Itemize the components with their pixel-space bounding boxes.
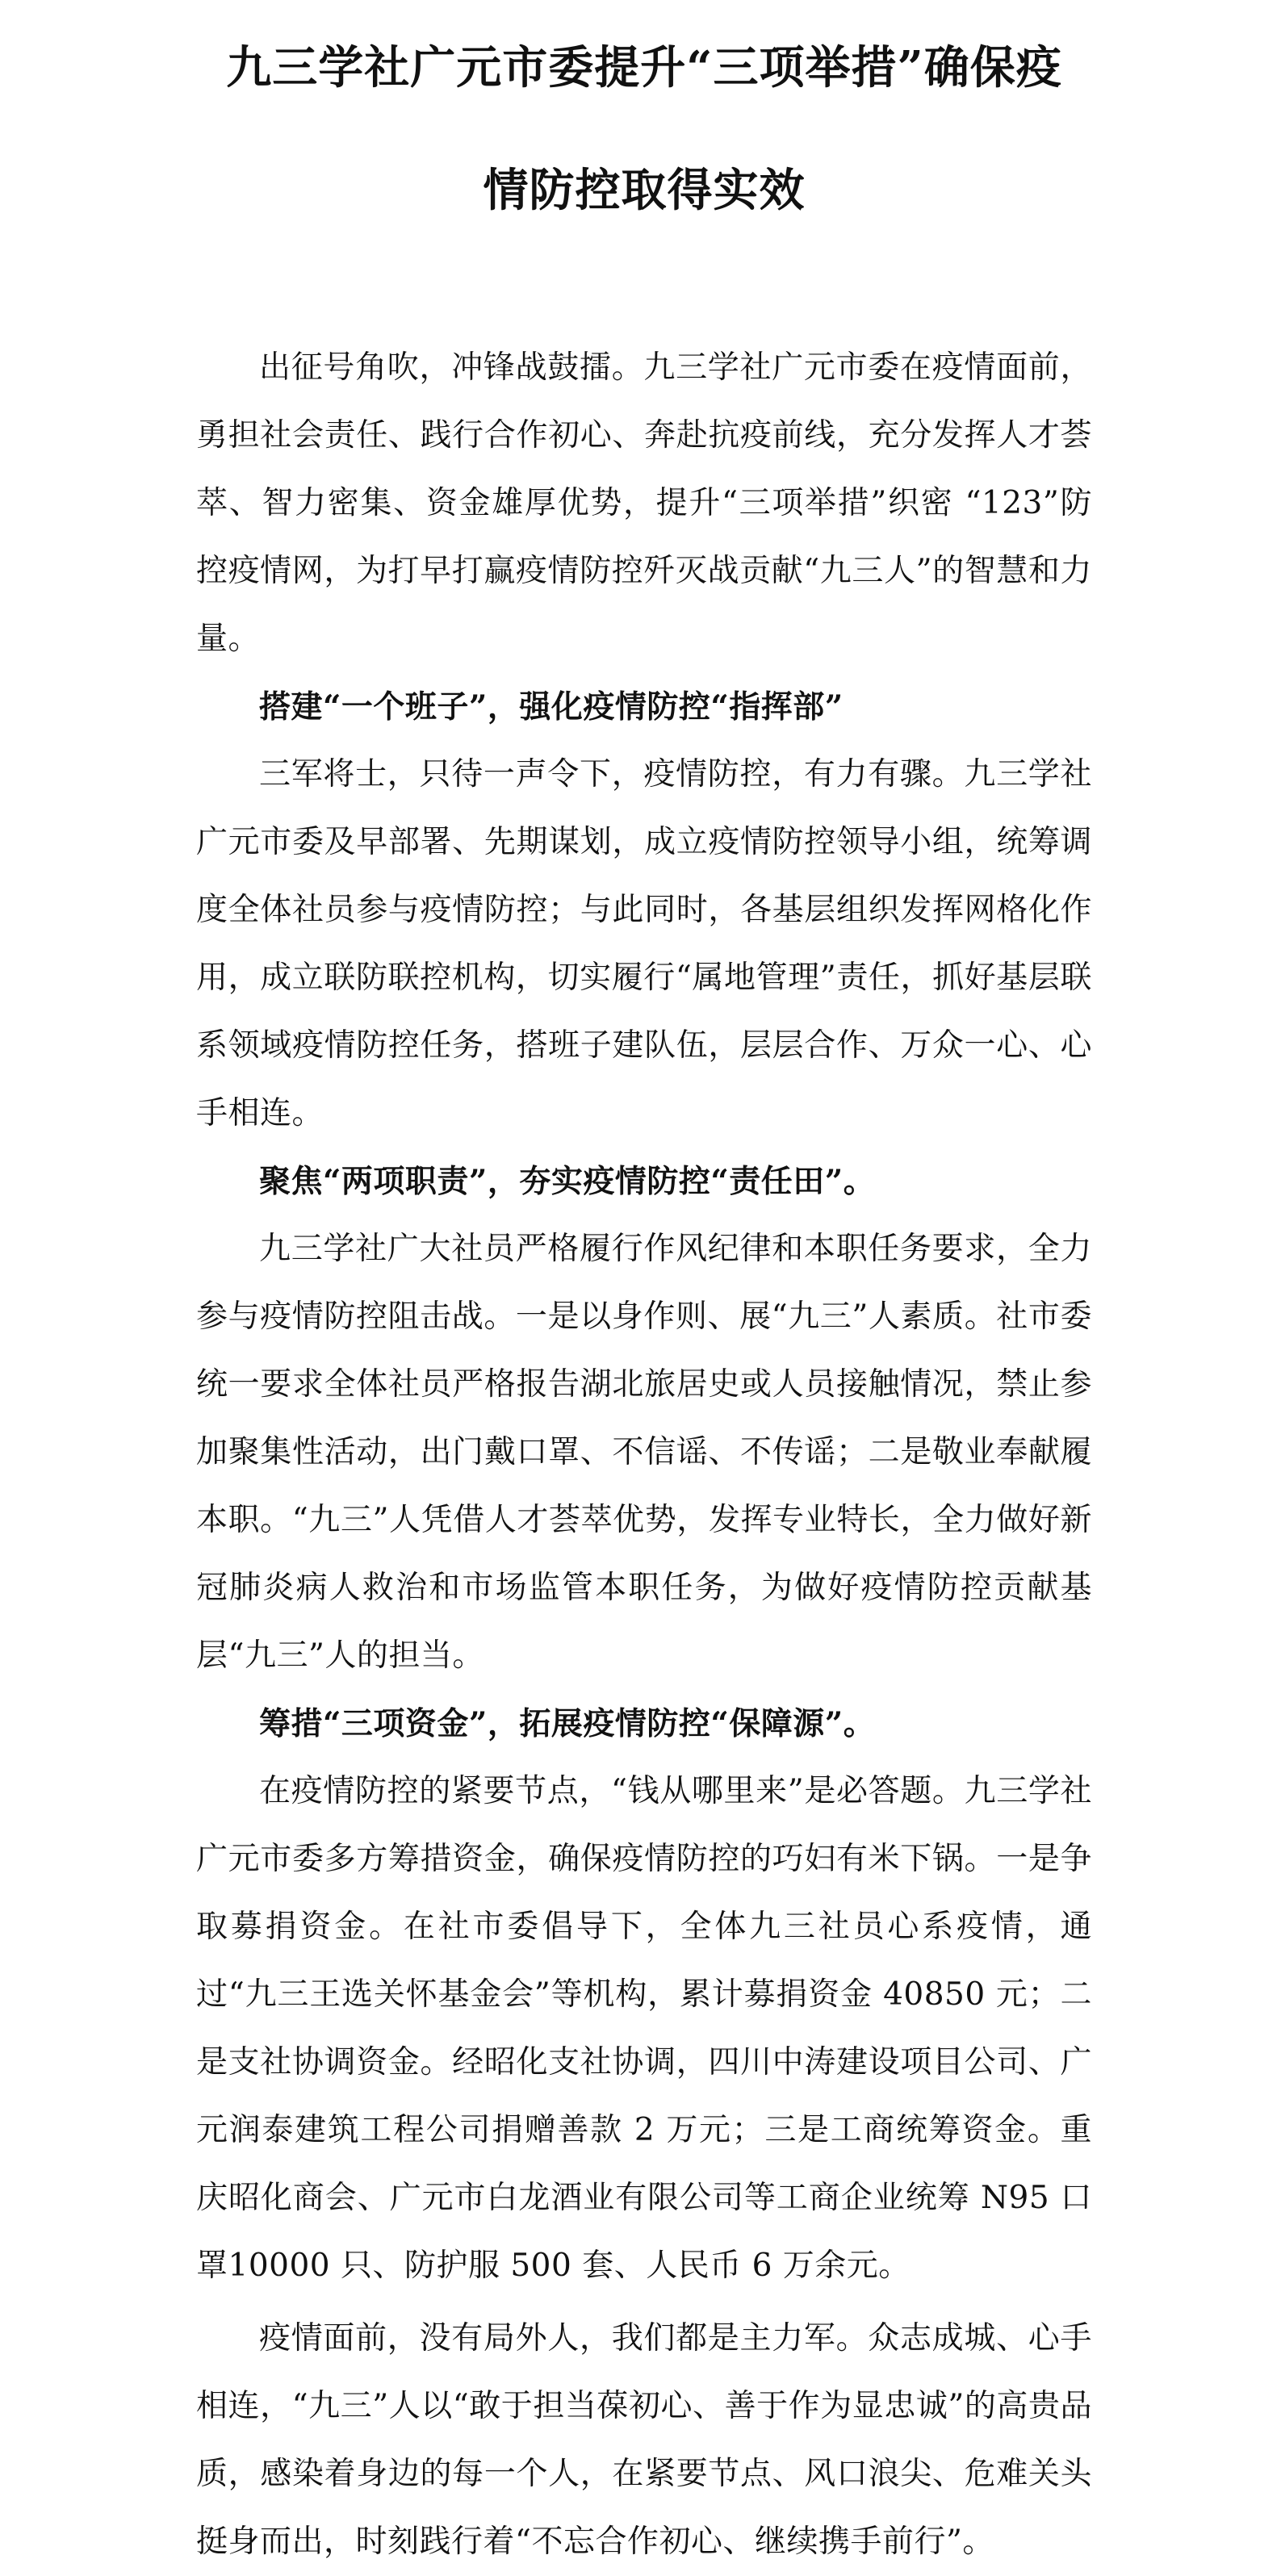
body-paragraph-2: 九三学社广大社员严格履行作风纪律和本职任务要求，全力参与疫情防控阻击战。一是以身作则、展“九三”人素质。社市委统一要求全体社员严格报告湖北旅居史或人员接触情况，禁止参加聚集性活动，出门戴口罩、不信谣、不传谣；二是敬业奉献履本职。“九三”人凭借人才荟萃优势，发挥专业特长，全力做好新冠肺炎病人救治和市场监管本职任务，为做好疫情防控贡献基层“九三”人的担当。 bbox=[196, 1231, 1092, 1674]
closing-paragraph: 疫情面前，没有局外人，我们都是主力军。众志成城、心手相连，“九三”人以“敢于担当葆初心、善于作为显忠诚”的高贵品质，感染着身边的每一个人，在紧要节点、风口浪尖、危难关头挺身而出，时刻践行着“不忘合作初心、继续携手前行”。 bbox=[196, 2320, 1092, 2560]
title-line-2: 情防控取得实效 bbox=[483, 164, 806, 217]
section-heading-3: 筹措“三项资金”，拓展疫情防控“保障源”。 bbox=[259, 1705, 876, 1742]
section-heading-2: 聚焦“两项职责”，夯实疫情防控“责任田”。 bbox=[259, 1163, 876, 1200]
section-heading-1: 搭建“一个班子”，强化疫情防控“指挥部” bbox=[259, 688, 844, 726]
body-paragraph-3: 在疫情防控的紧要节点，“钱从哪里来”是必答题。九三学社广元市委多方筹措资金，确保疫情防控的巧妇有米下锅。一是争取募捐资金。在社市委倡导下，全体九三社员心系疫情，通过“九三王选关怀基金会”等机构，累计募捐资金 40850 元；二是支社协调资金。经昭化支社协调，四川中涛建设项目公司、广元润泰建筑工程公司捐赠善款 2 万元；三是工商统筹资金。重庆昭化商会、广元市白龙酒业有限公司等工商企业统筹 N95 口罩10000 只、防护服 500 套、人民币 6 万余元。 bbox=[196, 1773, 1092, 2284]
body-paragraph-1: 三军将士，只待一声令下，疫情防控，有力有骤。九三学社广元市委及早部署、先期谋划，成立疫情防控领导小组，统筹调度全体社员参与疫情防控；与此同时，各基层组织发挥网格化作用，成立联防联控机构，切实履行“属地管理”责任，抓好基层联系领域疫情防控任务，搭班子建队伍，层层合作、万众一心、心手相连。 bbox=[196, 756, 1092, 1131]
document-page bbox=[196, 0, 1092, 2576]
document-title bbox=[196, 0, 1092, 252]
title-line-1: 九三学社广元市委提升“三项举措”确保疫 bbox=[226, 41, 1062, 94]
document-body bbox=[196, 334, 1092, 2576]
intro-paragraph: 出征号角吹，冲锋战鼓擂。九三学社广元市委在疫情面前，勇担社会责任、践行合作初心、奔赴抗疫前线，充分发挥人才荟萃、智力密集、资金雄厚优势，提升“三项举措”织密 “123”防控疫情网，为打早打赢疫情防控歼灭战贡献“九三人”的智慧和力量。 bbox=[196, 349, 1092, 657]
